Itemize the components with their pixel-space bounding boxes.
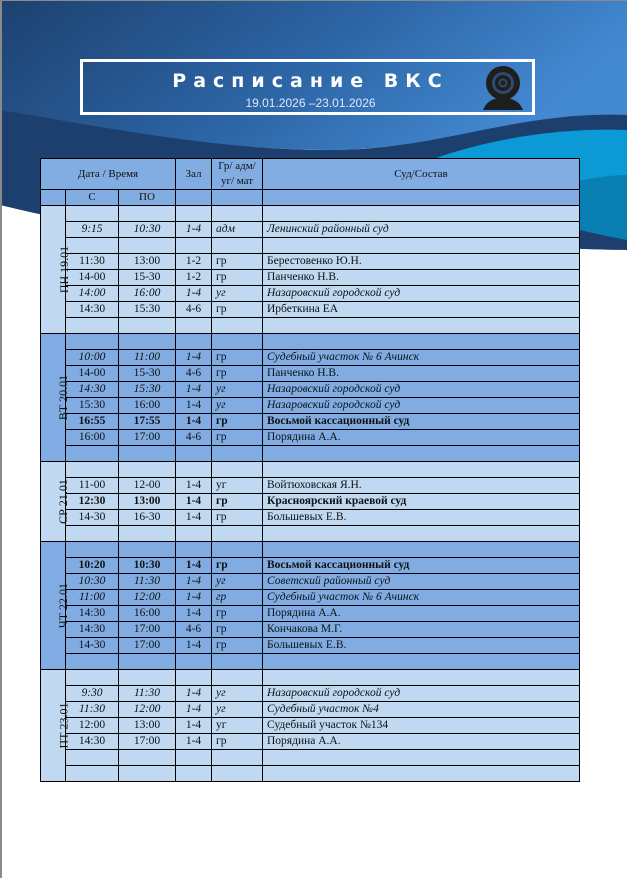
court-cell: Судебный участок № 6 Ачинск <box>263 350 580 366</box>
hall-cell: 1-4 <box>176 398 212 414</box>
type-cell: гр <box>212 414 263 430</box>
type-cell <box>212 670 263 686</box>
hall-cell: 1-4 <box>176 574 212 590</box>
table-row <box>41 270 580 286</box>
time-to-cell: 13:00 <box>119 254 176 270</box>
court-cell: Кончакова М.Г. <box>263 622 580 638</box>
type-cell: уг <box>212 478 263 494</box>
type-cell <box>212 526 263 542</box>
time-to-cell <box>119 766 176 782</box>
time-from-cell: 14:30 <box>66 622 119 638</box>
table-row <box>41 350 580 366</box>
court-cell: Назаровский городской суд <box>263 286 580 302</box>
day-label-cell <box>41 206 72 334</box>
time-from-cell: 11:00 <box>66 590 119 606</box>
time-to-cell: 15:30 <box>119 382 176 398</box>
time-to-cell <box>119 238 176 254</box>
table-row <box>41 238 580 254</box>
court-cell: Порядина А.А. <box>263 430 580 446</box>
time-from-cell <box>66 654 119 670</box>
table-row <box>41 398 580 414</box>
hall-cell: 1-2 <box>176 254 212 270</box>
time-to-cell: 17:00 <box>119 622 176 638</box>
table-row <box>41 462 580 478</box>
hall-cell: 1-4 <box>176 638 212 654</box>
time-from-cell: 10:00 <box>66 350 119 366</box>
date-range: 19.01.2026 –23.01.2026 <box>245 96 376 110</box>
type-cell: гр <box>212 558 263 574</box>
court-cell <box>263 318 580 334</box>
court-cell: Ленинский районный суд <box>263 222 580 238</box>
hall-cell: 1-4 <box>176 718 212 734</box>
time-from-cell: 12:00 <box>66 718 119 734</box>
page-border-left <box>0 0 2 878</box>
time-from-cell: 14:30 <box>66 734 119 750</box>
page-title: Расписание ВКС <box>172 70 449 92</box>
hall-cell: 1-4 <box>176 686 212 702</box>
type-cell: гр <box>212 494 263 510</box>
table-row <box>41 718 580 734</box>
court-cell <box>263 766 580 782</box>
day-label: ВТ 20.01 <box>56 374 71 420</box>
header-type: Гр/ адм/уг/ мат <box>212 159 263 190</box>
type-cell <box>212 318 263 334</box>
time-from-cell: 14-30 <box>66 510 119 526</box>
court-cell <box>263 462 580 478</box>
time-from-cell: 14:30 <box>66 606 119 622</box>
time-from-cell <box>66 206 119 222</box>
court-cell <box>263 206 580 222</box>
hall-cell <box>176 526 212 542</box>
court-cell: Большевых Е.В. <box>263 510 580 526</box>
type-cell <box>212 654 263 670</box>
type-cell <box>212 542 263 558</box>
hall-cell: 4-6 <box>176 366 212 382</box>
time-to-cell <box>119 334 176 350</box>
court-cell: Красноярский краевой суд <box>263 494 580 510</box>
court-cell: Войтюховская Я.Н. <box>263 478 580 494</box>
court-cell <box>263 446 580 462</box>
day-label-cell <box>41 542 71 670</box>
header-to: ПО <box>119 190 176 206</box>
time-to-cell: 12:00 <box>119 702 176 718</box>
table-row <box>41 750 580 766</box>
court-cell <box>263 334 580 350</box>
time-from-cell <box>66 318 119 334</box>
time-to-cell <box>119 654 176 670</box>
hall-cell <box>176 206 212 222</box>
table-row <box>41 478 580 494</box>
time-to-cell: 15-30 <box>119 366 176 382</box>
court-cell <box>263 670 580 686</box>
day-label: ПН 19.01 <box>57 245 72 293</box>
type-cell: гр <box>212 638 263 654</box>
type-cell <box>212 238 263 254</box>
table-row <box>41 542 580 558</box>
type-cell <box>212 462 263 478</box>
hall-cell <box>176 670 212 686</box>
court-cell: Судебный участок №134 <box>263 718 580 734</box>
table-row <box>41 558 580 574</box>
court-cell: Панченко Н.В. <box>263 366 580 382</box>
time-from-cell: 10:30 <box>66 574 119 590</box>
time-to-cell: 10:30 <box>119 558 176 574</box>
table-row <box>41 686 580 702</box>
table-row <box>41 366 580 382</box>
day-label: СР 21.01 <box>55 478 70 524</box>
table-row <box>41 622 580 638</box>
hall-cell <box>176 542 212 558</box>
table-row <box>41 494 580 510</box>
title-box <box>80 59 535 115</box>
court-cell <box>263 526 580 542</box>
court-cell: Советский районный суд <box>263 574 580 590</box>
table-row <box>41 526 580 542</box>
time-to-cell: 12-00 <box>119 478 176 494</box>
hall-cell <box>176 446 212 462</box>
time-to-cell: 10:30 <box>119 222 176 238</box>
court-cell: Восьмой кассационный суд <box>263 558 580 574</box>
type-cell: гр <box>212 590 263 606</box>
court-cell <box>263 750 580 766</box>
time-to-cell: 17:00 <box>119 638 176 654</box>
type-cell: гр <box>212 510 263 526</box>
type-cell: уг <box>212 702 263 718</box>
table-row <box>41 254 580 270</box>
hall-cell: 4-6 <box>176 622 212 638</box>
time-from-cell: 16:55 <box>66 414 119 430</box>
type-cell: гр <box>212 366 263 382</box>
table-row <box>41 734 580 750</box>
type-cell <box>212 206 263 222</box>
time-to-cell: 15:30 <box>119 302 176 318</box>
type-cell: гр <box>212 254 263 270</box>
header-blank <box>263 190 580 206</box>
time-to-cell <box>119 670 176 686</box>
header-from: С <box>66 190 119 206</box>
type-cell: гр <box>212 606 263 622</box>
court-cell: Судебный участок №4 <box>263 702 580 718</box>
table-row <box>41 654 580 670</box>
hall-cell: 1-4 <box>176 382 212 398</box>
time-to-cell: 13:00 <box>119 494 176 510</box>
time-to-cell: 13:00 <box>119 718 176 734</box>
header-datetime: Дата / Время <box>41 159 176 190</box>
time-to-cell: 11:30 <box>119 686 176 702</box>
type-cell <box>212 750 263 766</box>
type-cell: гр <box>212 734 263 750</box>
court-cell: Судебный участок № 6 Ачинск <box>263 590 580 606</box>
time-to-cell <box>119 462 176 478</box>
hall-cell: 1-4 <box>176 478 212 494</box>
hall-cell <box>176 654 212 670</box>
hall-cell: 1-4 <box>176 734 212 750</box>
day-label-cell <box>41 670 71 782</box>
time-from-cell: 14-30 <box>66 638 119 654</box>
time-to-cell <box>119 750 176 766</box>
time-to-cell: 17:00 <box>119 430 176 446</box>
table-row <box>41 766 580 782</box>
hall-cell: 1-4 <box>176 350 212 366</box>
table-row <box>41 670 580 686</box>
table-row <box>41 702 580 718</box>
hall-cell: 1-4 <box>176 494 212 510</box>
hall-cell: 1-4 <box>176 414 212 430</box>
time-to-cell <box>119 446 176 462</box>
type-cell: уг <box>212 574 263 590</box>
court-cell <box>263 542 580 558</box>
type-cell: гр <box>212 302 263 318</box>
day-label: ПТ 23.01 <box>56 702 71 748</box>
table-row <box>41 414 580 430</box>
time-from-cell <box>66 766 119 782</box>
hall-cell: 4-6 <box>176 430 212 446</box>
header-blank <box>212 190 263 206</box>
hall-cell: 1-2 <box>176 270 212 286</box>
hall-cell <box>176 238 212 254</box>
time-to-cell: 12:00 <box>119 590 176 606</box>
type-cell: уг <box>212 718 263 734</box>
day-label-cell <box>41 462 70 542</box>
hall-cell: 1-4 <box>176 286 212 302</box>
time-from-cell: 14:30 <box>66 302 119 318</box>
time-from-cell <box>66 334 119 350</box>
schedule-table <box>40 158 580 782</box>
table-row <box>41 286 580 302</box>
day-label: ЧТ 22.01 <box>56 582 71 628</box>
court-cell: Назаровский городской суд <box>263 686 580 702</box>
time-from-cell: 14-00 <box>66 366 119 382</box>
type-cell: уг <box>212 398 263 414</box>
time-from-cell: 10:20 <box>66 558 119 574</box>
header-blank <box>41 190 66 206</box>
time-to-cell: 16:00 <box>119 606 176 622</box>
court-cell: Назаровский городской суд <box>263 382 580 398</box>
table-row <box>41 382 580 398</box>
time-to-cell: 16:00 <box>119 286 176 302</box>
hall-cell: 1-4 <box>176 510 212 526</box>
time-from-cell: 12:30 <box>66 494 119 510</box>
type-cell: уг <box>212 382 263 398</box>
table-row <box>41 302 580 318</box>
time-from-cell <box>66 526 119 542</box>
type-cell <box>212 766 263 782</box>
time-from-cell <box>66 446 119 462</box>
time-from-cell <box>66 238 119 254</box>
time-from-cell: 11:30 <box>66 254 119 270</box>
time-from-cell: 9:30 <box>66 686 119 702</box>
time-from-cell: 11:30 <box>66 702 119 718</box>
court-cell: Ирбеткина ЕА <box>263 302 580 318</box>
table-row <box>41 590 580 606</box>
hall-cell: 1-4 <box>176 558 212 574</box>
time-from-cell <box>66 542 119 558</box>
table-row <box>41 206 580 222</box>
hall-cell: 1-4 <box>176 590 212 606</box>
court-cell: Берестовенко Ю.Н. <box>263 254 580 270</box>
court-cell: Панченко Н.В. <box>263 270 580 286</box>
table-row <box>41 638 580 654</box>
table-row <box>41 430 580 446</box>
header-court: Суд/Состав <box>263 159 580 190</box>
day-label-cell <box>41 334 71 462</box>
court-cell: Порядина А.А. <box>263 606 580 622</box>
time-to-cell: 16-30 <box>119 510 176 526</box>
time-to-cell <box>119 318 176 334</box>
hall-cell: 1-4 <box>176 606 212 622</box>
time-to-cell: 11:30 <box>119 574 176 590</box>
time-to-cell: 17:00 <box>119 734 176 750</box>
hall-cell: 4-6 <box>176 302 212 318</box>
table-row <box>41 606 580 622</box>
time-from-cell: 15:30 <box>66 398 119 414</box>
header-blank <box>176 190 212 206</box>
type-cell: адм <box>212 222 263 238</box>
type-cell <box>212 334 263 350</box>
court-cell: Назаровский городской суд <box>263 398 580 414</box>
court-cell: Порядина А.А. <box>263 734 580 750</box>
time-to-cell <box>119 542 176 558</box>
type-cell: уг <box>212 286 263 302</box>
time-from-cell <box>66 750 119 766</box>
time-to-cell <box>119 526 176 542</box>
court-cell <box>263 654 580 670</box>
type-cell: гр <box>212 430 263 446</box>
hall-cell: 1-4 <box>176 222 212 238</box>
hall-cell <box>176 766 212 782</box>
hall-cell <box>176 462 212 478</box>
table-row <box>41 222 580 238</box>
time-from-cell: 14:30 <box>66 382 119 398</box>
type-cell: уг <box>212 686 263 702</box>
hall-cell <box>176 318 212 334</box>
time-from-cell: 14:00 <box>66 286 119 302</box>
table-row <box>41 334 580 350</box>
court-cell: Восьмой кассационный суд <box>263 414 580 430</box>
hall-cell <box>176 334 212 350</box>
hall-cell <box>176 750 212 766</box>
time-from-cell <box>66 462 119 478</box>
hall-cell: 1-4 <box>176 702 212 718</box>
type-cell: гр <box>212 270 263 286</box>
type-cell: гр <box>212 622 263 638</box>
table-row <box>41 446 580 462</box>
time-from-cell: 16:00 <box>66 430 119 446</box>
time-from-cell <box>66 670 119 686</box>
header-hall: Зал <box>176 159 212 190</box>
type-cell <box>212 446 263 462</box>
court-cell <box>263 238 580 254</box>
time-to-cell: 17:55 <box>119 414 176 430</box>
time-from-cell: 14-00 <box>66 270 119 286</box>
time-from-cell: 9:15 <box>66 222 119 238</box>
time-to-cell: 11:00 <box>119 350 176 366</box>
court-cell: Большевых Е.В. <box>263 638 580 654</box>
type-cell: гр <box>212 350 263 366</box>
table-row <box>41 510 580 526</box>
time-from-cell: 11-00 <box>66 478 119 494</box>
time-to-cell: 15-30 <box>119 270 176 286</box>
time-to-cell <box>119 206 176 222</box>
table-row <box>41 318 580 334</box>
page-border-top <box>0 0 627 1</box>
table-row <box>41 574 580 590</box>
webcam-icon <box>477 64 529 112</box>
time-to-cell: 16:00 <box>119 398 176 414</box>
